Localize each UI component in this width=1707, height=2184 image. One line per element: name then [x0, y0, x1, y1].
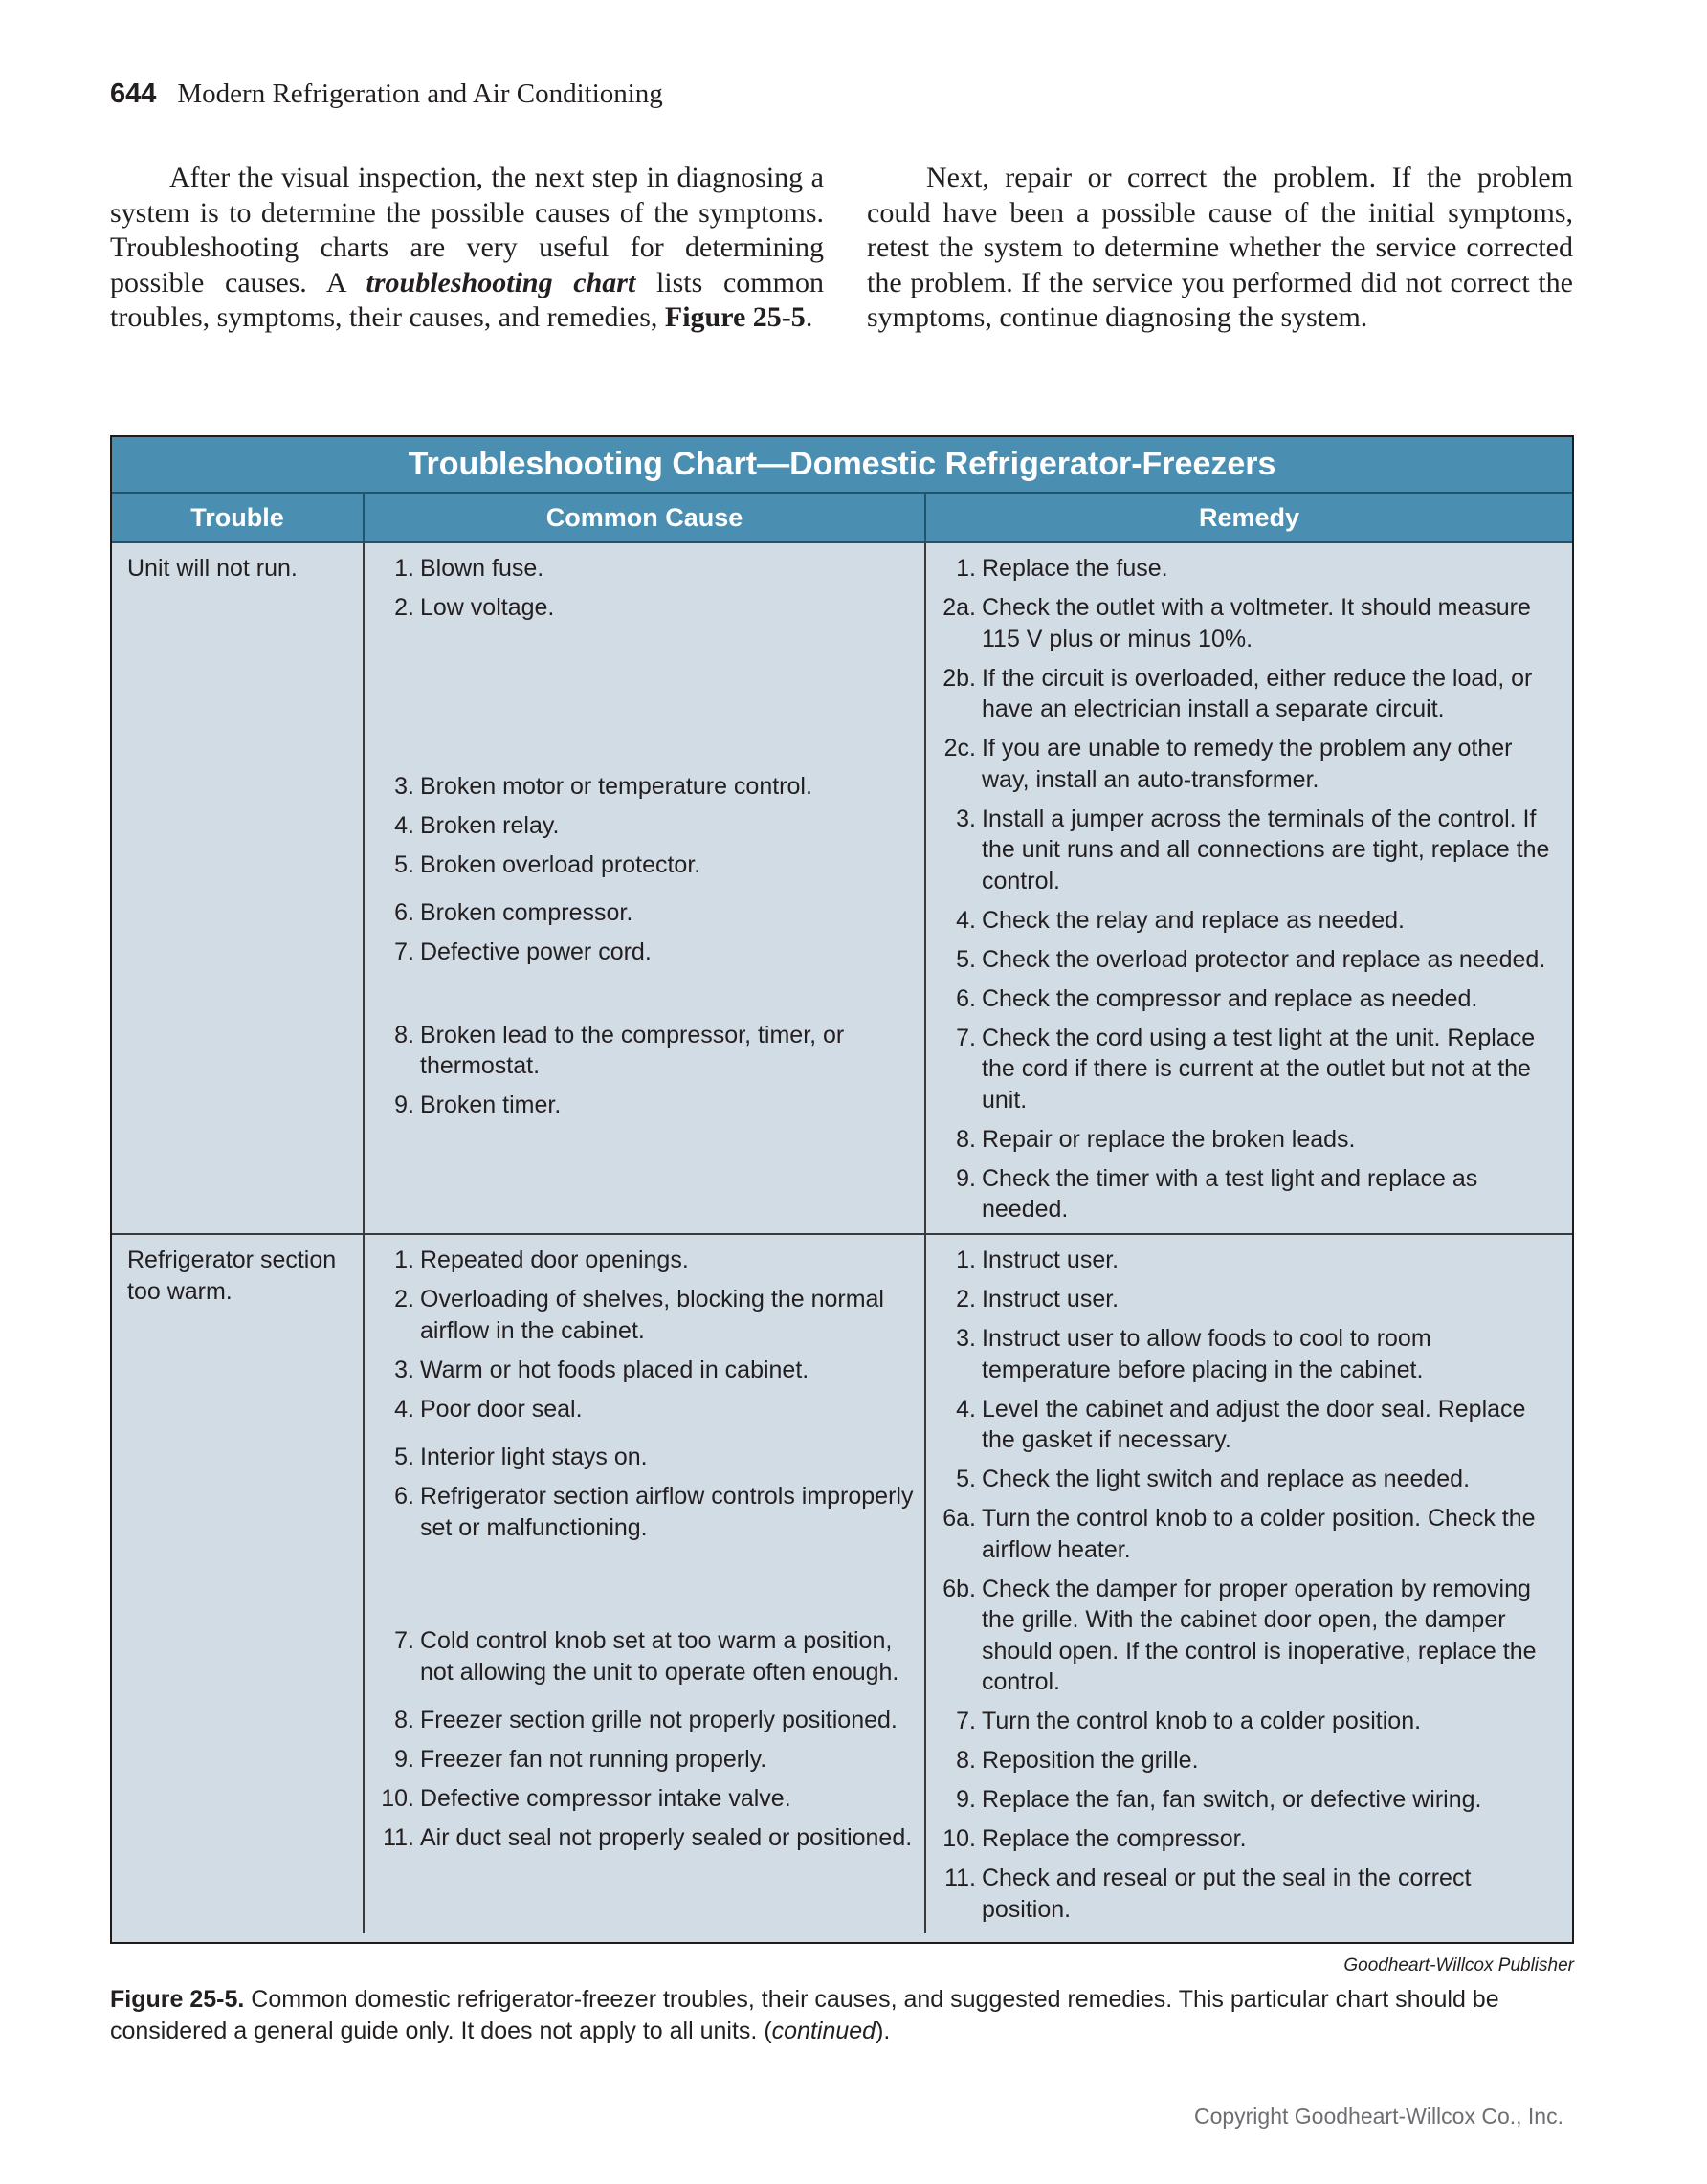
remedy-item: [938, 1023, 1563, 1116]
item-text: Replace the fuse.: [982, 555, 1168, 582]
key-term: troubleshooting chart: [366, 266, 636, 298]
item-text: Defective compressor intake valve.: [420, 1785, 791, 1812]
item-text: Broken overload protector.: [420, 850, 701, 878]
remedy-item: [938, 663, 1563, 725]
intro-text-1: After the visual inspection, the next step in diagnosing a system is to determine the possible causes of the symptoms. Troubleshooting charts are very useful for determining possible causes. A: [110, 162, 824, 298]
item-number: 2.: [394, 594, 414, 621]
item-number: 4.: [394, 811, 414, 839]
remedy-cell: [926, 543, 1572, 1233]
intro-right-column: [867, 161, 1573, 336]
cause-item: [376, 1744, 915, 1776]
item-text: Turn the control knob to a colder position.: [982, 1708, 1422, 1734]
common-cause-cell: [365, 1235, 926, 1933]
item-number: 2c.: [943, 735, 976, 761]
item-text: Broken lead to the compressor, timer, or thermostat.: [420, 1021, 845, 1079]
caption-italic: continued: [771, 2018, 876, 2044]
item-text: Interior light stays on.: [420, 1444, 648, 1470]
cause-item: [376, 771, 915, 803]
remedy-item: [938, 1706, 1563, 1737]
item-text: Level the cabinet and adjust the door seal. Replace the gasket if necessary.: [982, 1395, 1526, 1453]
cause-item: [376, 1090, 915, 1121]
item-number: 6.: [394, 1483, 414, 1510]
remedy-item: [938, 1245, 1563, 1276]
book-title: Modern Refrigeration and Air Conditioning: [177, 78, 663, 109]
item-text: Instruct user to allow foods to cool to room temperature before placing in the cabinet.: [982, 1325, 1431, 1383]
chart-section: [112, 543, 1572, 1235]
remedy-item: [938, 905, 1563, 937]
remedy-item: [938, 592, 1563, 654]
item-text: Cold control knob set at too warm a position, not allowing the unit to operate often enough.: [420, 1627, 899, 1686]
troubleshooting-chart: [110, 435, 1574, 1944]
header-trouble: Trouble: [112, 494, 365, 541]
intro-paragraph-left: [110, 161, 824, 336]
item-text: Check the light switch and replace as needed.: [982, 1466, 1471, 1492]
item-number: 1.: [394, 555, 414, 582]
item-text: Check the damper for proper operation by removing the grille. With the cabinet door open, the damper should open. If the control is inoperative, replace the control.: [982, 1575, 1537, 1695]
item-text: Blown fuse.: [420, 555, 544, 582]
cause-item: [376, 937, 915, 968]
item-number: 1.: [956, 555, 976, 582]
item-number: 3.: [956, 805, 976, 832]
item-number: 2a.: [942, 594, 976, 621]
item-text: Instruct user.: [982, 1286, 1120, 1313]
item-number: 8.: [956, 1125, 976, 1153]
item-text: Reposition the grille.: [982, 1747, 1199, 1774]
intro-left-column: [110, 161, 824, 336]
cause-item: [376, 1822, 915, 1854]
item-number: 5.: [956, 1466, 976, 1492]
remedy-item: [938, 733, 1563, 795]
remedy-item: [938, 1464, 1563, 1495]
item-number: 7.: [394, 938, 414, 965]
caption-label: Figure 25-5.: [110, 1986, 245, 2013]
item-number: 8.: [394, 1021, 414, 1048]
item-number: 9.: [394, 1746, 414, 1773]
item-number: 4.: [956, 1395, 976, 1423]
cause-item: [376, 810, 915, 842]
cause-item: [376, 1705, 915, 1736]
cause-item: [376, 1394, 915, 1425]
remedy-item: [938, 804, 1563, 897]
item-text: Repair or replace the broken leads.: [982, 1125, 1356, 1153]
item-number: 3.: [394, 1356, 414, 1383]
caption-text: Common domestic refrigerator-freezer troubles, their causes, and suggested remedies. This particular chart should be considered a general guide only. It does not apply to all units. (: [110, 1986, 1499, 2044]
item-number: 4.: [394, 1395, 414, 1423]
cause-item: [376, 1625, 915, 1688]
header-common-cause: Common Cause: [365, 494, 926, 541]
remedy-item: [938, 1745, 1563, 1776]
item-text: If you are unable to remedy the problem any other way, install an auto-transformer.: [982, 735, 1513, 793]
remedy-item: [938, 983, 1563, 1015]
item-number: 7.: [956, 1708, 976, 1734]
chart-title: Troubleshooting Chart—Domestic Refrigerator-Freezers: [112, 437, 1572, 494]
item-text: Check and reseal or put the seal in the correct position.: [982, 1864, 1472, 1923]
item-text: Poor door seal.: [420, 1395, 583, 1423]
remedy-cell: [926, 1235, 1572, 1933]
item-number: 9.: [956, 1164, 976, 1192]
trouble-cell: Unit will not run.: [112, 543, 365, 1233]
caption-end: ).: [876, 2018, 891, 2044]
item-number: 9.: [956, 1786, 976, 1813]
item-text: Overloading of shelves, blocking the normal airflow in the cabinet.: [420, 1286, 884, 1344]
item-number: 5.: [394, 1444, 414, 1470]
item-text: Broken motor or temperature control.: [420, 772, 812, 800]
remedy-item: [938, 1394, 1563, 1456]
item-number: 1.: [956, 1246, 976, 1273]
item-text: If the circuit is overloaded, either reduce the load, or have an electrician install a separate circuit.: [982, 664, 1533, 722]
item-number: 7.: [394, 1627, 414, 1654]
item-number: 6b.: [942, 1575, 976, 1602]
item-text: Instruct user.: [982, 1246, 1120, 1273]
remedy-item: [938, 1574, 1563, 1698]
item-text: Air duct seal not properly sealed or positioned.: [420, 1824, 913, 1851]
cause-item: [376, 1355, 915, 1386]
item-text: Check the outlet with a voltmeter. It should measure 115 V plus or minus 10%.: [982, 594, 1531, 652]
item-text: Replace the fan, fan switch, or defective wiring.: [982, 1786, 1482, 1813]
cause-item: [376, 1442, 915, 1473]
cause-item: [376, 1245, 915, 1276]
common-cause-cell: [365, 543, 926, 1233]
page-number: 644: [110, 78, 157, 109]
item-text: Defective power cord.: [420, 938, 652, 965]
cause-item: [376, 1783, 915, 1815]
item-number: 6a.: [942, 1505, 976, 1532]
item-number: 5.: [956, 945, 976, 973]
item-number: 3.: [956, 1325, 976, 1352]
cause-item: [376, 849, 915, 881]
chart-header-row: [112, 494, 1572, 543]
item-text: Low voltage.: [420, 594, 555, 621]
item-text: Refrigerator section airflow controls improperly set or malfunctioning.: [420, 1483, 914, 1541]
item-text: Repeated door openings.: [420, 1246, 689, 1273]
item-number: 10.: [381, 1785, 414, 1812]
trouble-cell: Refrigerator section too warm.: [112, 1235, 365, 1933]
item-text: Turn the control knob to a colder position. Check the airflow heater.: [982, 1505, 1536, 1563]
item-text: Warm or hot foods placed in cabinet.: [420, 1356, 809, 1383]
remedy-item: [938, 1863, 1563, 1925]
cause-item: [376, 1481, 915, 1543]
chart-body: [112, 543, 1572, 1933]
copyright-footer: Copyright Goodheart-Willcox Co., Inc.: [1193, 2104, 1563, 2129]
remedy-item: [938, 1323, 1563, 1385]
remedy-item: [938, 1823, 1563, 1855]
item-text: Broken compressor.: [420, 899, 633, 926]
item-number: 2.: [394, 1286, 414, 1313]
item-number: 8.: [956, 1747, 976, 1774]
item-number: 11.: [383, 1824, 414, 1851]
item-text: Broken timer.: [420, 1092, 562, 1118]
intro-paragraph-right: Next, repair or correct the problem. If the problem could have been a possible cause of the initial symptoms, retest the system to determine whether the service corrected the problem. If the service you performed did not correct the symptoms, continue diagnosing the system.: [867, 162, 1573, 334]
item-text: Check the cord using a test light at the unit. Replace the cord if there is current at the outlet but not at the unit.: [982, 1024, 1536, 1114]
item-text: Check the compressor and replace as needed.: [982, 984, 1478, 1012]
item-text: Check the timer with a test light and replace as needed.: [982, 1164, 1478, 1223]
item-number: 10.: [942, 1825, 976, 1852]
figure-caption: [110, 1984, 1579, 2047]
item-number: 8.: [394, 1707, 414, 1733]
remedy-item: [938, 1124, 1563, 1156]
remedy-item: [938, 1284, 1563, 1315]
cause-item: [376, 1284, 915, 1346]
item-number: 2.: [956, 1286, 976, 1313]
remedy-item: [938, 553, 1563, 585]
publisher-credit: Goodheart-Willcox Publisher: [1343, 1955, 1574, 1975]
remedy-item: [938, 1784, 1563, 1816]
cause-item: [376, 592, 915, 624]
item-text: Replace the compressor.: [982, 1825, 1247, 1852]
item-number: 6.: [956, 984, 976, 1012]
cause-item: [376, 1020, 915, 1082]
item-number: 3.: [394, 772, 414, 800]
item-number: 6.: [394, 899, 414, 926]
remedy-item: [938, 1503, 1563, 1565]
item-number: 5.: [394, 850, 414, 878]
item-number: 7.: [956, 1024, 976, 1051]
item-number: 1.: [394, 1246, 414, 1273]
figure-reference: Figure 25-5: [664, 301, 806, 334]
cause-item: [376, 897, 915, 929]
header-remedy: Remedy: [1198, 502, 1300, 532]
item-number: 2b.: [942, 664, 976, 692]
item-number: 4.: [956, 906, 976, 934]
item-number: 9.: [394, 1092, 414, 1118]
cause-item: [376, 553, 915, 585]
item-text: Check the relay and replace as needed.: [982, 906, 1405, 934]
item-text: Broken relay.: [420, 811, 560, 839]
item-text: Check the overload protector and replace as needed.: [982, 945, 1546, 973]
running-header: [110, 78, 663, 117]
item-text: Install a jumper across the terminals of the control. If the unit runs and all connections are tight, replace the control.: [982, 805, 1550, 894]
chart-section: [112, 1235, 1572, 1933]
item-number: 11.: [944, 1864, 976, 1891]
intro-text-3: .: [805, 301, 813, 334]
remedy-item: [938, 944, 1563, 976]
remedy-item: [938, 1163, 1563, 1225]
item-text: Freezer section grille not properly positioned.: [420, 1707, 898, 1733]
intro-text-2: lists common troubles, symptoms, their causes, and remedies,: [110, 266, 824, 334]
item-text: Freezer fan not running properly.: [420, 1746, 767, 1773]
